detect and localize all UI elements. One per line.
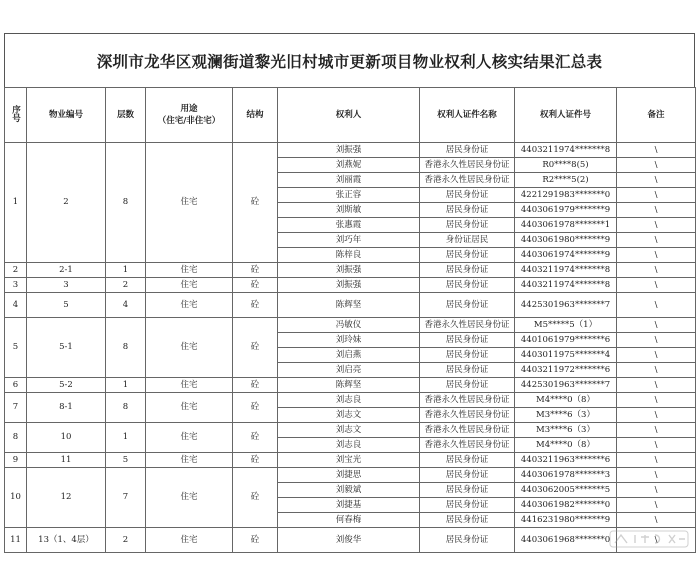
cell-doc-no: 4401061979*******6 bbox=[515, 333, 617, 348]
cell-remark: \ bbox=[617, 528, 696, 553]
cell-doc-no: 4403062005*******5 bbox=[515, 483, 617, 498]
cell-seq: 3 bbox=[5, 278, 27, 293]
cell-doc-no: M3****6（3） bbox=[515, 423, 617, 438]
cell-holder: 刘宝光 bbox=[278, 453, 420, 468]
header-property-no: 物业编号 bbox=[27, 88, 106, 143]
header-floors: 层数 bbox=[106, 88, 146, 143]
cell-remark: \ bbox=[617, 158, 696, 173]
cell-seq: 1 bbox=[5, 143, 27, 263]
cell-holder: 何春梅 bbox=[278, 513, 420, 528]
cell-usage: 住宅 bbox=[146, 318, 233, 378]
cell-doc-type: 居民身份证 bbox=[420, 483, 515, 498]
cell-holder: 陈梓良 bbox=[278, 248, 420, 263]
cell-seq: 4 bbox=[5, 293, 27, 318]
cell-doc-type: 香港永久性居民身份证 bbox=[420, 438, 515, 453]
cell-structure: 砼 bbox=[233, 453, 278, 468]
cell-doc-type: 居民身份证 bbox=[420, 498, 515, 513]
cell-usage: 住宅 bbox=[146, 293, 233, 318]
cell-doc-no: R2****5(2) bbox=[515, 173, 617, 188]
cell-remark: \ bbox=[617, 293, 696, 318]
cell-property-no: 2-1 bbox=[27, 263, 106, 278]
cell-doc-type: 香港永久性居民身份证 bbox=[420, 408, 515, 423]
cell-remark: \ bbox=[617, 278, 696, 293]
cell-doc-type: 居民身份证 bbox=[420, 378, 515, 393]
table-row bbox=[5, 263, 696, 278]
table-row bbox=[5, 468, 696, 483]
cell-holder: 刘捷思 bbox=[278, 468, 420, 483]
cell-usage: 住宅 bbox=[146, 278, 233, 293]
cell-property-no: 10 bbox=[27, 423, 106, 453]
cell-doc-no: 4403061978*******3 bbox=[515, 468, 617, 483]
cell-holder: 刘斯敏 bbox=[278, 203, 420, 218]
cell-doc-no: M4****0（8） bbox=[515, 393, 617, 408]
cell-usage: 住宅 bbox=[146, 423, 233, 453]
cell-doc-type: 香港永久性居民身份证 bbox=[420, 423, 515, 438]
cell-remark: \ bbox=[617, 378, 696, 393]
cell-usage: 住宅 bbox=[146, 378, 233, 393]
cell-usage: 住宅 bbox=[146, 453, 233, 468]
cell-floors: 8 bbox=[106, 318, 146, 378]
cell-structure: 砼 bbox=[233, 143, 278, 263]
table-row bbox=[5, 143, 696, 158]
cell-remark: \ bbox=[617, 468, 696, 483]
cell-structure: 砼 bbox=[233, 468, 278, 528]
cell-doc-type: 居民身份证 bbox=[420, 513, 515, 528]
cell-holder: 刘巧年 bbox=[278, 233, 420, 248]
cell-doc-no: 4221291983*******0 bbox=[515, 188, 617, 203]
cell-seq: 10 bbox=[5, 468, 27, 528]
table-row bbox=[5, 293, 696, 318]
cell-doc-type: 香港永久性居民身份证 bbox=[420, 318, 515, 333]
cell-doc-no: M5*****5（1） bbox=[515, 318, 617, 333]
cell-property-no: 2 bbox=[27, 143, 106, 263]
cell-floors: 8 bbox=[106, 143, 146, 263]
cell-doc-type: 居民身份证 bbox=[420, 363, 515, 378]
cell-doc-type: 居民身份证 bbox=[420, 248, 515, 263]
cell-holder: 刘志文 bbox=[278, 408, 420, 423]
cell-floors: 1 bbox=[106, 378, 146, 393]
cell-doc-no: M3****6（3） bbox=[515, 408, 617, 423]
cell-doc-type: 居民身份证 bbox=[420, 188, 515, 203]
cell-doc-type: 居民身份证 bbox=[420, 203, 515, 218]
cell-property-no: 13（1、4层） bbox=[27, 528, 106, 553]
cell-doc-type: 香港永久性居民身份证 bbox=[420, 158, 515, 173]
cell-usage: 住宅 bbox=[146, 263, 233, 278]
cell-seq: 2 bbox=[5, 263, 27, 278]
cell-remark: \ bbox=[617, 143, 696, 158]
cell-remark: \ bbox=[617, 203, 696, 218]
cell-seq: 8 bbox=[5, 423, 27, 453]
cell-structure: 砼 bbox=[233, 393, 278, 423]
cell-holder: 刘启亮 bbox=[278, 363, 420, 378]
cell-floors: 5 bbox=[106, 453, 146, 468]
cell-seq: 5 bbox=[5, 318, 27, 378]
cell-holder: 刘志良 bbox=[278, 393, 420, 408]
cell-structure: 砼 bbox=[233, 263, 278, 278]
cell-doc-no: 4403061968*******0 bbox=[515, 528, 617, 553]
cell-holder: 刘捷基 bbox=[278, 498, 420, 513]
cell-floors: 2 bbox=[106, 278, 146, 293]
cell-remark: \ bbox=[617, 318, 696, 333]
header-doc-type: 权利人证件名称 bbox=[420, 88, 515, 143]
cell-remark: \ bbox=[617, 483, 696, 498]
cell-usage: 住宅 bbox=[146, 528, 233, 553]
header-remark: 备注 bbox=[617, 88, 696, 143]
cell-remark: \ bbox=[617, 333, 696, 348]
cell-doc-type: 居民身份证 bbox=[420, 218, 515, 233]
cell-floors: 1 bbox=[106, 263, 146, 278]
cell-seq: 9 bbox=[5, 453, 27, 468]
rights-holder-table bbox=[4, 87, 696, 553]
cell-doc-type: 居民身份证 bbox=[420, 348, 515, 363]
cell-holder: 刘振强 bbox=[278, 278, 420, 293]
cell-doc-type: 居民身份证 bbox=[420, 278, 515, 293]
table-body bbox=[5, 143, 696, 553]
cell-remark: \ bbox=[617, 248, 696, 263]
cell-doc-no: 4403011975*******4 bbox=[515, 348, 617, 363]
cell-holder: 刘俊华 bbox=[278, 528, 420, 553]
cell-doc-no: M4****0（8） bbox=[515, 438, 617, 453]
cell-holder: 刘毅斌 bbox=[278, 483, 420, 498]
cell-property-no: 3 bbox=[27, 278, 106, 293]
cell-doc-no: 4403211974*******8 bbox=[515, 263, 617, 278]
cell-doc-type: 居民身份证 bbox=[420, 528, 515, 553]
cell-seq: 7 bbox=[5, 393, 27, 423]
cell-doc-no: R0****8(5) bbox=[515, 158, 617, 173]
cell-doc-no: 4425301963*******7 bbox=[515, 293, 617, 318]
cell-doc-no: 4403211972*******6 bbox=[515, 363, 617, 378]
cell-remark: \ bbox=[617, 408, 696, 423]
cell-holder: 陈辉坚 bbox=[278, 378, 420, 393]
cell-doc-no: 4403061980*******9 bbox=[515, 233, 617, 248]
cell-holder: 刘燕妮 bbox=[278, 158, 420, 173]
cell-holder: 刘启燕 bbox=[278, 348, 420, 363]
cell-doc-no: 4403211974*******8 bbox=[515, 278, 617, 293]
cell-holder: 刘振强 bbox=[278, 143, 420, 158]
cell-usage: 住宅 bbox=[146, 393, 233, 423]
header-holder: 权利人 bbox=[278, 88, 420, 143]
cell-structure: 砼 bbox=[233, 423, 278, 453]
cell-doc-type: 居民身份证 bbox=[420, 263, 515, 278]
header-usage-line2: （住宅/非住宅） bbox=[157, 116, 221, 126]
header-seq: 序号 bbox=[5, 88, 27, 143]
header-structure: 结构 bbox=[233, 88, 278, 143]
cell-seq: 6 bbox=[5, 378, 27, 393]
table-row bbox=[5, 393, 696, 408]
cell-doc-no: 4403061982*******0 bbox=[515, 498, 617, 513]
cell-structure: 砼 bbox=[233, 318, 278, 378]
cell-remark: \ bbox=[617, 218, 696, 233]
cell-property-no: 5-1 bbox=[27, 318, 106, 378]
cell-doc-type: 居民身份证 bbox=[420, 293, 515, 318]
cell-doc-no: 4403061978*******1 bbox=[515, 218, 617, 233]
cell-property-no: 12 bbox=[27, 468, 106, 528]
cell-holder: 张正容 bbox=[278, 188, 420, 203]
sheet-title: 深圳市龙华区观澜街道黎光旧村城市更新项目物业权利人核实结果汇总表 bbox=[4, 33, 695, 87]
cell-doc-type: 香港永久性居民身份证 bbox=[420, 393, 515, 408]
cell-floors: 2 bbox=[106, 528, 146, 553]
cell-doc-no: 4403061974*******9 bbox=[515, 248, 617, 263]
cell-remark: \ bbox=[617, 233, 696, 248]
cell-remark: \ bbox=[617, 363, 696, 378]
cell-doc-no: 4403211974*******8 bbox=[515, 143, 617, 158]
table-row bbox=[5, 278, 696, 293]
cell-remark: \ bbox=[617, 423, 696, 438]
table-row bbox=[5, 318, 696, 333]
cell-holder: 张惠霞 bbox=[278, 218, 420, 233]
cell-doc-type: 居民身份证 bbox=[420, 143, 515, 158]
cell-property-no: 8-1 bbox=[27, 393, 106, 423]
cell-structure: 砼 bbox=[233, 378, 278, 393]
cell-floors: 4 bbox=[106, 293, 146, 318]
header-usage-line1: 用途 bbox=[180, 104, 198, 114]
cell-seq: 11 bbox=[5, 528, 27, 553]
cell-remark: \ bbox=[617, 188, 696, 203]
cell-floors: 8 bbox=[106, 393, 146, 423]
cell-doc-type: 香港永久性居民身份证 bbox=[420, 173, 515, 188]
cell-doc-no: 4416231980*******9 bbox=[515, 513, 617, 528]
cell-structure: 砼 bbox=[233, 278, 278, 293]
table-row bbox=[5, 423, 696, 438]
cell-property-no: 5 bbox=[27, 293, 106, 318]
cell-structure: 砼 bbox=[233, 528, 278, 553]
site-watermark-logo bbox=[609, 529, 689, 549]
cell-remark: \ bbox=[617, 438, 696, 453]
cell-remark: \ bbox=[617, 393, 696, 408]
cell-doc-type: 居民身份证 bbox=[420, 468, 515, 483]
cell-remark: \ bbox=[617, 513, 696, 528]
cell-remark: \ bbox=[617, 348, 696, 363]
table-header bbox=[5, 88, 696, 143]
cell-doc-no: 4403211963*******6 bbox=[515, 453, 617, 468]
cell-holder: 刘丽霞 bbox=[278, 173, 420, 188]
cell-structure: 砼 bbox=[233, 293, 278, 318]
table-row bbox=[5, 453, 696, 468]
cell-usage: 住宅 bbox=[146, 468, 233, 528]
cell-holder: 刘志文 bbox=[278, 423, 420, 438]
cell-floors: 7 bbox=[106, 468, 146, 528]
cell-doc-type: 居民身份证 bbox=[420, 453, 515, 468]
header-usage bbox=[146, 88, 233, 143]
cell-usage: 住宅 bbox=[146, 143, 233, 263]
summary-sheet bbox=[4, 33, 695, 553]
cell-doc-type: 身份证居民 bbox=[420, 233, 515, 248]
cell-holder: 刘玲妹 bbox=[278, 333, 420, 348]
cell-property-no: 5-2 bbox=[27, 378, 106, 393]
table-row bbox=[5, 528, 696, 553]
table-row bbox=[5, 378, 696, 393]
cell-doc-no: 4425301963*******7 bbox=[515, 378, 617, 393]
cell-floors: 1 bbox=[106, 423, 146, 453]
cell-remark: \ bbox=[617, 498, 696, 513]
cell-holder: 陈辉坚 bbox=[278, 293, 420, 318]
cell-holder: 刘振强 bbox=[278, 263, 420, 278]
cell-doc-type: 居民身份证 bbox=[420, 333, 515, 348]
cell-holder: 刘志良 bbox=[278, 438, 420, 453]
cell-doc-no: 4403061979*******9 bbox=[515, 203, 617, 218]
header-doc-no: 权利人证件号 bbox=[515, 88, 617, 143]
cell-holder: 冯敏仪 bbox=[278, 318, 420, 333]
cell-remark: \ bbox=[617, 263, 696, 278]
cell-remark: \ bbox=[617, 173, 696, 188]
cell-property-no: 11 bbox=[27, 453, 106, 468]
cell-remark: \ bbox=[617, 453, 696, 468]
